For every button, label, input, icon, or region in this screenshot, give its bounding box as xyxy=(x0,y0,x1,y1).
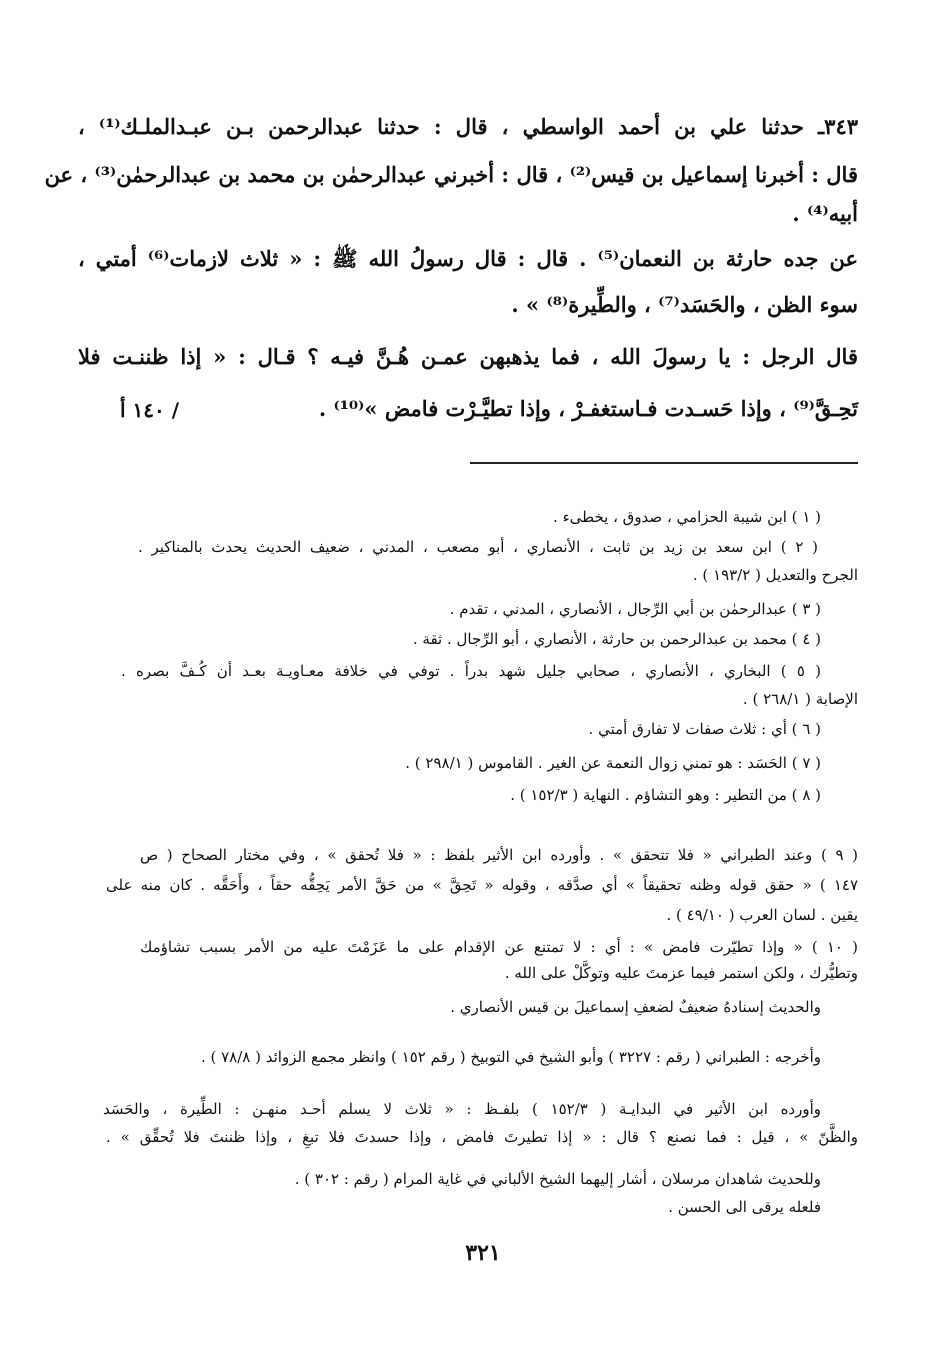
footnote-8: ( ٨ ) من التطير : وهو التشاؤم . النهاية ( ١٥٢/٣ ) . xyxy=(510,786,821,804)
ibn-athir-note-cont: والظَّنّ » ، قيل : فما نصنع ؟ قال : « إذا تطيرتَ فامض ، وإذا حسدتَ فلا تبغِ ، وإذا ظننتَ فلا تُحقِّق » . xyxy=(106,1128,858,1146)
main-text-line-2: قال : أخبرنا إسماعيل بن قيس⁽²⁾ ، قال : أخبرني عبدالرحمٰن بن محمد بن عبدالرحمٰن⁽³⁾ ، عن xyxy=(44,162,858,187)
footnote-9: ( ٩ ) وعند الطبراني « فلا تتحقق » . وأورده ابن الأثير بلفظ : « فلا تُحقق » ، وفي مختار الصحاح ( ص xyxy=(140,846,858,864)
footnote-5-cont: الإصابة ( ٢٦٨/١ ) . xyxy=(742,690,858,708)
footnote-9-cont: ١٤٧ ) « حقق قوله وظنه تحقيقاً » أي صدَّقه ، وقوله « تَحِقَّ » من حَقَّ الأمر يَحِقُّه حقاً ، وأَحَقَّه . كان منه على xyxy=(106,876,858,894)
footnote-10-cont: وتطيُّرك ، ولكن استمر فيما عزمتَ عليه وتوكَّلْ على الله . xyxy=(504,964,858,982)
isnad-note: والحديث إسنادهُ ضعيفٌ لضعفِ إسماعيلَ بن قيس الأنصاري . xyxy=(450,998,821,1016)
takhrij-note: وأخرجه : الطبراني ( رقم : ٣٢٢٧ ) وأبو الشيخ في التوبيخ ( رقم ١٥٢ ) وانظر مجمع الزوائد ( ٧٨/٨ ) . xyxy=(200,1048,821,1066)
main-text-line-1: ٣٤٣ـ حدثنا علي بن أحمد الواسطي ، قال : حدثنا عبدالرحمن بـن عبـدالملـك⁽¹⁾ ، xyxy=(78,114,859,139)
footnote-10: ( ١٠ ) « وإذا تطيّرت فامض » : أي : لا تمتنع عن الإقدام على ما عَزَمْتَ عليه من الأمر بسبب تشاؤمك xyxy=(140,938,858,956)
footnote-2: ( ٢ ) ابن سعد بن زيد بن ثابت ، الأنصاري ، أبو مصعب ، المدني ، ضعيف الحديث يحدث بالمناكير . xyxy=(138,538,818,556)
main-text-line-5: سوء الظن ، والحَسَد⁽⁷⁾ ، والطِّيرة⁽⁸⁾ » . xyxy=(511,292,858,317)
folio-marker: / ١٤٠ أ xyxy=(120,398,180,422)
ibn-athir-note: وأورده ابن الأثير في البدايـة ( ١٥٢/٣ ) بلفـظ : « ثلاث لا يسلم أحـد منهـن : الطِّيرة ، والحَسَد xyxy=(103,1100,822,1118)
main-text-line-6: قال الرجل : يا رسولَ الله ، فما يذهبهن عمـن هُـنَّ فيـه ؟ قـال : « إذا ظننـت فلا xyxy=(78,344,858,369)
footnote-6: ( ٦ ) أي : ثلاث صفات لا تفارق أمتي . xyxy=(588,720,821,738)
footnote-9-cont-2: يقين . لسان العرب ( ٤٩/١٠ ) . xyxy=(666,906,858,924)
main-text-line-3: أبيه⁽⁴⁾ . xyxy=(792,201,858,226)
footnote-1: ( ١ ) ابن شيبة الحزامي ، صدوق ، يخطىء . xyxy=(553,508,821,526)
shawahid-note: وللحديث شاهدان مرسلان ، أشار إليهما الشيخ الألباني في غاية المرام ( رقم : ٣٠٢ ) . xyxy=(294,1170,821,1188)
main-text-line-7: تَحِـقَّ⁽⁹⁾ ، وإذا حَسـدت فـاستغفـرْ ، وإذا تطيَّـرْت فامض »⁽¹⁰⁾ . xyxy=(318,396,858,421)
footnote-7: ( ٧ ) الحَسَد : هو تمني زوال النعمة عن الغير . القاموس ( ٢٩٨/١ ) . xyxy=(405,754,821,772)
footnote-2-cont: الجرح والتعديل ( ١٩٣/٢ ) . xyxy=(692,566,858,584)
footnote-3: ( ٣ ) عبدالرحمٰن بن أبي الرِّجال ، الأنصاري ، المدني ، تقدم . xyxy=(449,600,821,618)
footnote-5: ( ٥ ) البخاري ، الأنصاري ، صحابي جليل شهد بدراً . توفي في خلافة معـاويـة بعـد أن كُـفَّ بصره . xyxy=(121,662,821,680)
footnote-separator xyxy=(470,462,858,464)
footnote-4: ( ٤ ) محمد بن عبدالرحمن بن حارثة ، الأنصاري ، أبو الرِّجال . ثقة . xyxy=(412,630,821,648)
page-number: ٣٢١ xyxy=(465,1240,501,1266)
main-text-line-4: عن جده حارثة بن النعمان⁽⁵⁾ . قال : قال رسولُ الله ﷺ : « ثلاث لازمات⁽⁶⁾ أمتي ، xyxy=(78,246,858,271)
conclusion-note: فلعله يرقى الى الحسن . xyxy=(668,1198,821,1216)
